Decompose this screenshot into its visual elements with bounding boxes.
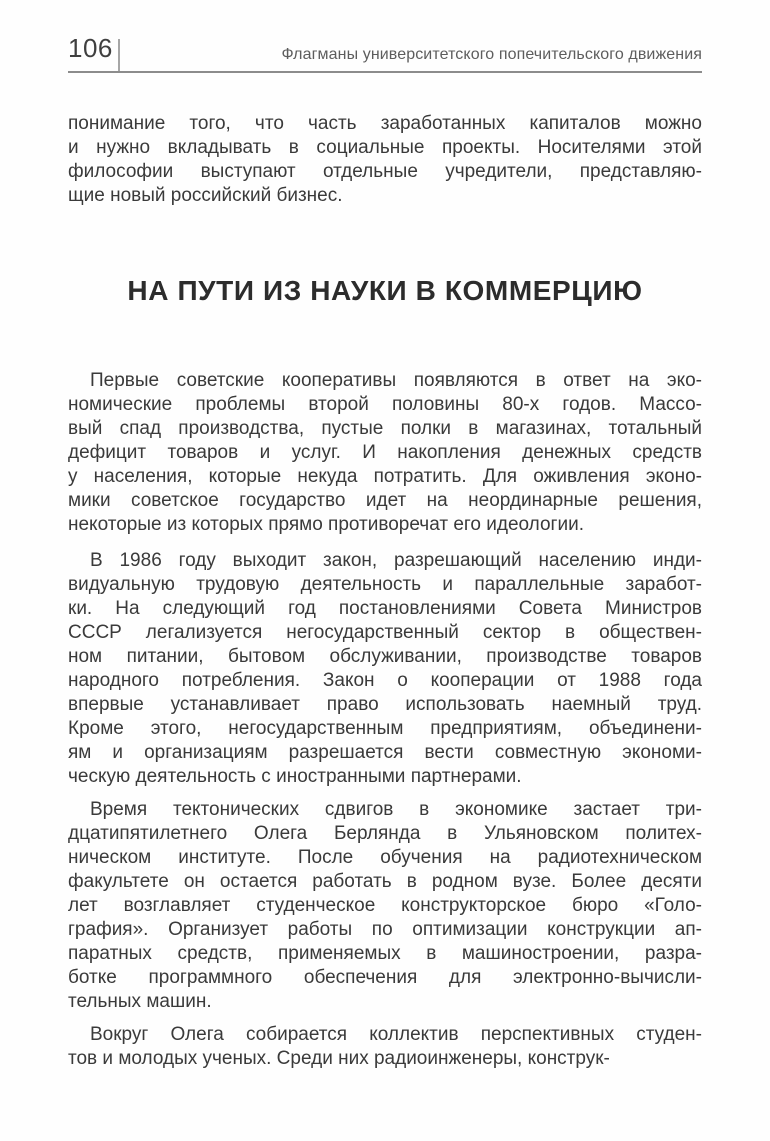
page-content xyxy=(68,73,702,1071)
text-line: философии выступают отдельные учредители, представляю- xyxy=(68,161,702,182)
text-line: Кроме этого, негосударственным предприятиям, объединени- xyxy=(68,718,702,739)
text-line: Первые советские кооперативы появляются в ответ на эко- xyxy=(90,370,702,391)
text-line: графия». Организует работы по оптимизации конструкции ап- xyxy=(68,919,702,940)
paragraph-continuation xyxy=(68,112,702,208)
text-line: лет возглавляет студенческое конструкторское бюро «Голо- xyxy=(68,895,702,916)
text-line: тов и молодых ученых. Среди них радиоинженеры, конструк- xyxy=(68,1048,610,1069)
text-line: понимание того, что часть заработанных капиталов можно xyxy=(68,113,702,134)
text-line: Вокруг Олега собирается коллектив перспективных студен- xyxy=(90,1024,702,1045)
text-line: народного потребления. Закон о кооперации от 1988 года xyxy=(68,670,702,691)
text-line: видуальную трудовую деятельность и параллельные заработ- xyxy=(68,574,702,595)
text-line: ботке программного обеспечения для электронно-вычисли- xyxy=(68,967,702,988)
paragraph xyxy=(68,369,702,537)
page-header xyxy=(68,0,702,73)
text-line: ки. На следующий год постановлениями Совета Министров xyxy=(68,598,702,619)
text-line: мики советское государство идет на неординарные решения, xyxy=(68,490,702,511)
text-line: ческую деятельность с иностранными партнерами. xyxy=(68,766,522,787)
text-line: тельных машин. xyxy=(68,991,212,1012)
header-vertical-divider xyxy=(118,39,120,71)
running-header-title: Флагманы университетского попечительского движения xyxy=(281,46,702,63)
paragraph xyxy=(68,1023,702,1071)
text-line: Время тектонических сдвигов в экономике застает три- xyxy=(90,799,702,820)
paragraph xyxy=(68,549,702,789)
text-line: ям и организациям разрешается вести совместную экономи- xyxy=(68,742,702,763)
page-number: 106 xyxy=(68,33,113,63)
section-heading: НА ПУТИ ИЗ НАУКИ В КОММЕРЦИЮ xyxy=(127,275,643,306)
text-line: дефицит товаров и услуг. И накопления денежных средств xyxy=(68,442,702,463)
text-line: вый спад производства, пустые полки в магазинах, тотальный xyxy=(68,418,702,439)
paragraph xyxy=(68,798,702,1014)
text-line: номические проблемы второй половины 80-х годов. Массо- xyxy=(68,394,702,415)
text-line: факультете он остается работать в родном вузе. Более десяти xyxy=(68,871,702,892)
text-line: дцатипятилетнего Олега Берлянда в Ульяновском политех- xyxy=(68,823,702,844)
text-line: ническом институте. После обучения на радиотехническом xyxy=(68,847,702,868)
text-line: у населения, которые некуда потратить. Для оживления эконо- xyxy=(68,466,702,487)
text-line: ном питании, бытовом обслуживании, производстве товаров xyxy=(68,646,702,667)
text-line: В 1986 году выходит закон, разрешающий населению инди- xyxy=(90,550,702,571)
text-line: впервые устанавливает право использовать наемный труд. xyxy=(68,694,702,715)
text-line: щие новый российский бизнес. xyxy=(68,185,343,206)
text-line: и нужно вкладывать в социальные проекты. Носителями этой xyxy=(68,137,702,158)
text-line: СССР легализуется негосударственный сектор в обществен- xyxy=(68,622,702,643)
text-line: паратных средств, применяемых в машиностроении, разра- xyxy=(68,943,702,964)
text-line: некоторые из которых прямо противоречат его идеологии. xyxy=(68,514,584,535)
